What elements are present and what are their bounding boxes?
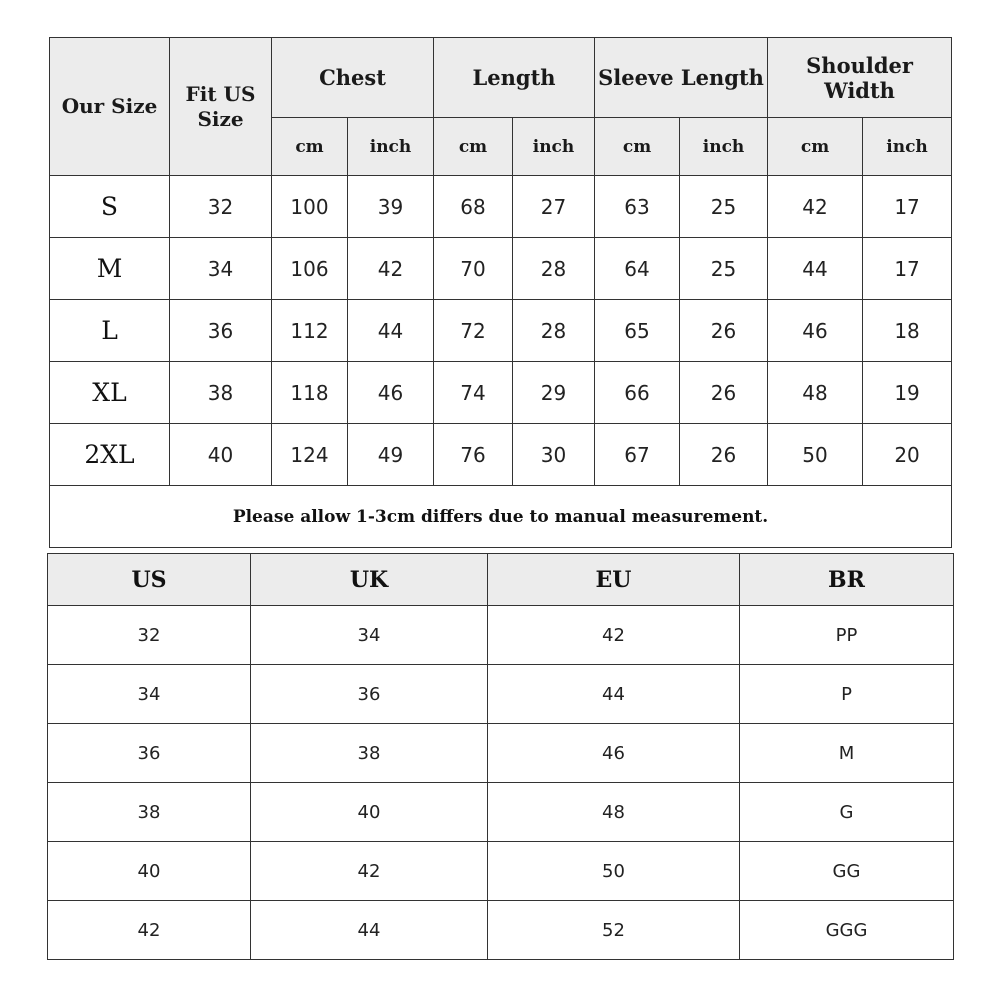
table-row: [50, 424, 952, 486]
conversion-cell: 38: [251, 724, 488, 783]
measurement-cell: 29: [513, 362, 595, 424]
measurement-cell: 44: [768, 238, 863, 300]
measurement-cell: 112: [272, 300, 348, 362]
table-row: [50, 238, 952, 300]
measurement-cell: 36: [170, 300, 272, 362]
size-label-cell: S: [50, 176, 170, 238]
measurement-cell: 46: [348, 362, 434, 424]
table-row: [48, 901, 954, 960]
measurement-cell: 39: [348, 176, 434, 238]
unit-length-inch: inch: [513, 118, 595, 176]
table-row: [50, 362, 952, 424]
conversion-cell: 34: [48, 665, 251, 724]
measurement-cell: 26: [680, 424, 768, 486]
measurement-cell: 65: [595, 300, 680, 362]
conversion-cell: 42: [251, 842, 488, 901]
header-shoulder-width: Shoulder Width: [768, 38, 952, 118]
conversion-cell: 34: [251, 606, 488, 665]
measurement-cell: 25: [680, 238, 768, 300]
conversion-cell: 36: [48, 724, 251, 783]
header-chest: Chest: [272, 38, 434, 118]
header-our-size: Our Size: [50, 38, 170, 176]
conversion-cell: 40: [48, 842, 251, 901]
measurement-note: Please allow 1-3cm differs due to manual measurement.: [50, 486, 952, 548]
conversion-cell: 44: [251, 901, 488, 960]
measurement-cell: 48: [768, 362, 863, 424]
measurement-cell: 20: [863, 424, 952, 486]
conversion-cell: 32: [48, 606, 251, 665]
measurement-cell: 68: [434, 176, 513, 238]
measurement-cell: 40: [170, 424, 272, 486]
unit-shoulder-cm: cm: [768, 118, 863, 176]
size-label-cell: L: [50, 300, 170, 362]
measurement-cell: 42: [348, 238, 434, 300]
conversion-cell: GG: [740, 842, 954, 901]
size-label-cell: M: [50, 238, 170, 300]
measurement-cell: 72: [434, 300, 513, 362]
measurement-cell: 26: [680, 362, 768, 424]
measurement-cell: 106: [272, 238, 348, 300]
table-row: [48, 724, 954, 783]
measurement-cell: 70: [434, 238, 513, 300]
measurement-cell: 63: [595, 176, 680, 238]
unit-chest-cm: cm: [272, 118, 348, 176]
table-row: [48, 665, 954, 724]
measurement-cell: 49: [348, 424, 434, 486]
conversion-cell: 52: [488, 901, 740, 960]
header-fit-us-size-text: Fit US Size: [185, 81, 256, 131]
conversion-cell: G: [740, 783, 954, 842]
measurement-cell: 19: [863, 362, 952, 424]
conversion-cell: 48: [488, 783, 740, 842]
measurement-cell: 74: [434, 362, 513, 424]
size-label-cell: XL: [50, 362, 170, 424]
measurement-cell: 50: [768, 424, 863, 486]
measurement-cell: 26: [680, 300, 768, 362]
measurement-cell: 32: [170, 176, 272, 238]
measurement-cell: 46: [768, 300, 863, 362]
measurement-cell: 100: [272, 176, 348, 238]
measurement-cell: 34: [170, 238, 272, 300]
size-conversion-table: [47, 553, 954, 960]
table-row: [50, 300, 952, 362]
unit-sleeve-inch: inch: [680, 118, 768, 176]
conversion-cell: 40: [251, 783, 488, 842]
conversion-cell: 42: [48, 901, 251, 960]
size-chart-table: [49, 37, 952, 548]
measurement-cell: 28: [513, 300, 595, 362]
unit-chest-inch: inch: [348, 118, 434, 176]
measurement-cell: 66: [595, 362, 680, 424]
size-label-cell: 2XL: [50, 424, 170, 486]
conversion-cell: 42: [488, 606, 740, 665]
table-row: [48, 606, 954, 665]
table-row: [50, 176, 952, 238]
conversion-cell: 38: [48, 783, 251, 842]
measurement-cell: 124: [272, 424, 348, 486]
conversion-cell: P: [740, 665, 954, 724]
measurement-cell: 42: [768, 176, 863, 238]
measurement-cell: 67: [595, 424, 680, 486]
unit-length-cm: cm: [434, 118, 513, 176]
conversion-cell: PP: [740, 606, 954, 665]
conversion-cell: M: [740, 724, 954, 783]
conversion-cell: GGG: [740, 901, 954, 960]
header-sleeve-length: Sleeve Length: [595, 38, 768, 118]
header-uk: UK: [251, 554, 488, 606]
measurement-cell: 64: [595, 238, 680, 300]
measurement-cell: 18: [863, 300, 952, 362]
header-eu: EU: [488, 554, 740, 606]
header-us: US: [48, 554, 251, 606]
measurement-cell: 76: [434, 424, 513, 486]
unit-sleeve-cm: cm: [595, 118, 680, 176]
header-fit-us-size: [170, 38, 272, 176]
measurement-cell: 38: [170, 362, 272, 424]
header-br: BR: [740, 554, 954, 606]
unit-shoulder-inch: inch: [863, 118, 952, 176]
header-length: Length: [434, 38, 595, 118]
measurement-cell: 27: [513, 176, 595, 238]
table-row: [48, 783, 954, 842]
measurement-cell: 30: [513, 424, 595, 486]
measurement-cell: 44: [348, 300, 434, 362]
measurement-cell: 17: [863, 238, 952, 300]
conversion-cell: 46: [488, 724, 740, 783]
measurement-cell: 28: [513, 238, 595, 300]
measurement-cell: 118: [272, 362, 348, 424]
measurement-cell: 25: [680, 176, 768, 238]
table-row: [48, 842, 954, 901]
conversion-cell: 50: [488, 842, 740, 901]
measurement-cell: 17: [863, 176, 952, 238]
conversion-cell: 36: [251, 665, 488, 724]
conversion-cell: 44: [488, 665, 740, 724]
